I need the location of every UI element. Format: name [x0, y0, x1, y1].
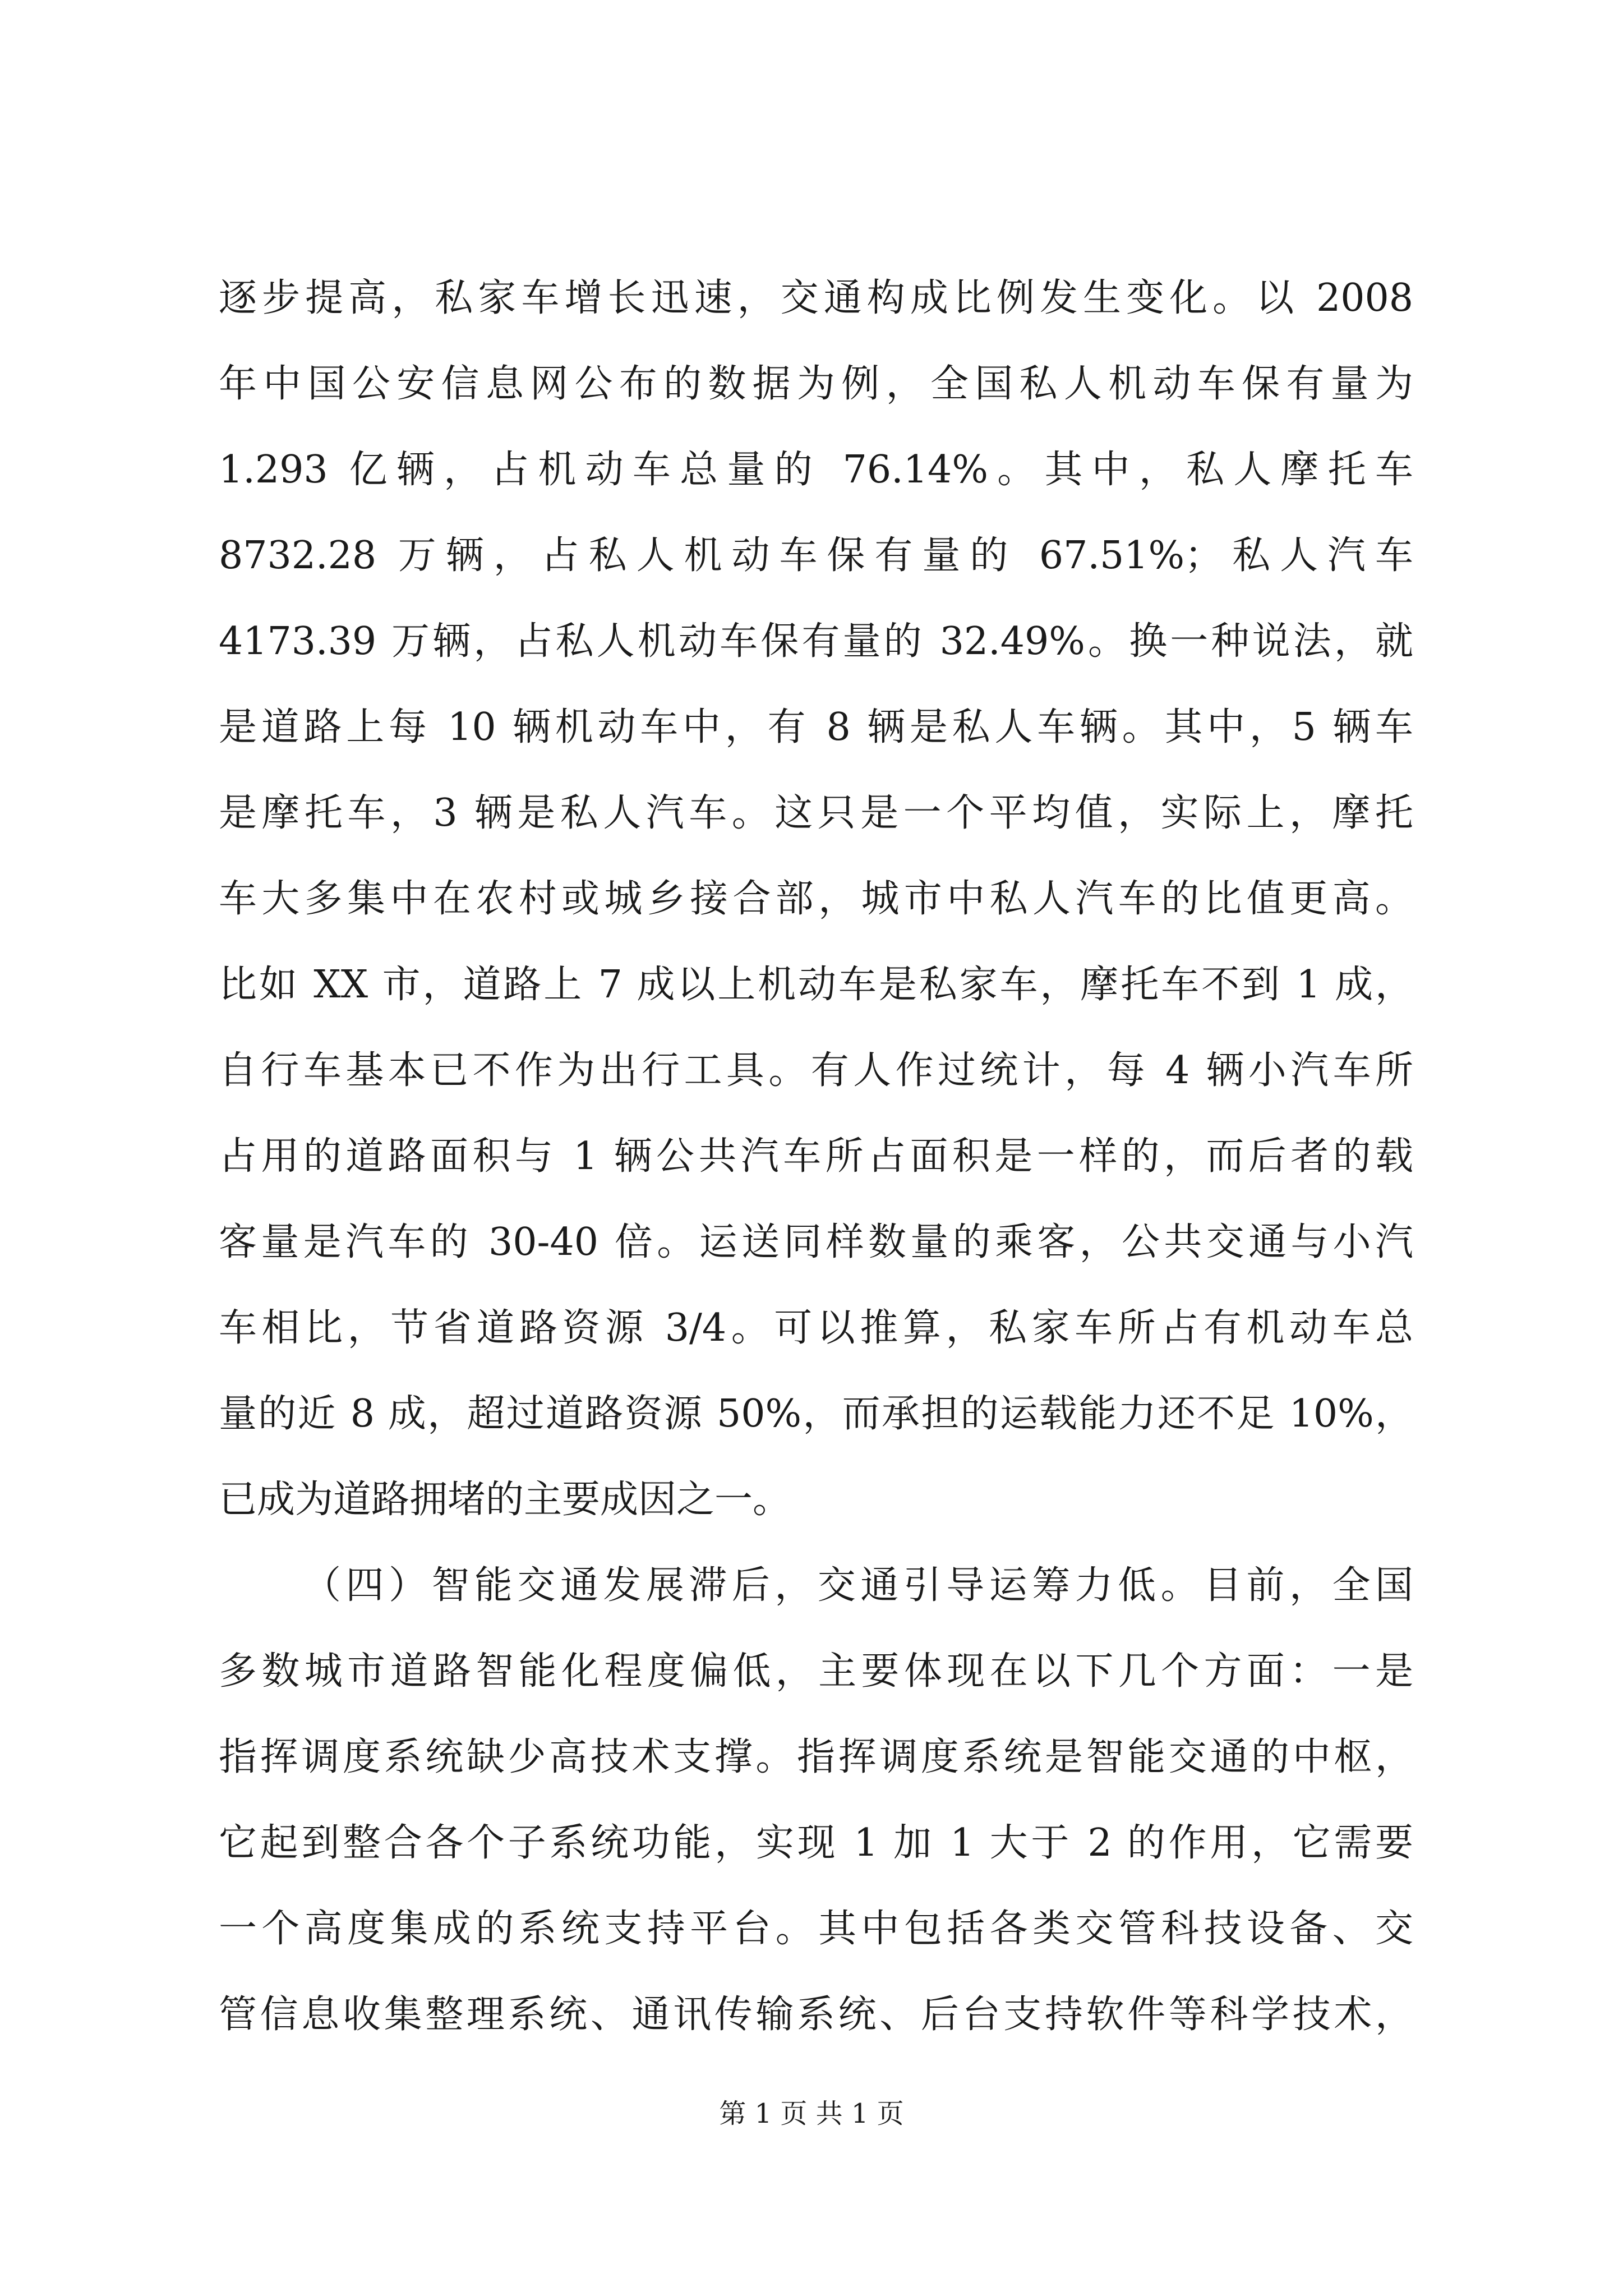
text-line: 自行车基本已不作为出行工具。有人作过统计，每 4 辆小汽车所: [219, 1048, 1413, 1093]
text-line: 是摩托车，3 辆是私人汽车。这只是一个平均值，实际上，摩托: [219, 791, 1413, 835]
text-line: 量的近 8 成，超过道路资源 50%，而承担的运载能力还不足 10%，: [219, 1392, 1413, 1436]
text-line: 1.293 亿辆，占机动车总量的 76.14%。其中，私人摩托车: [219, 448, 1413, 492]
text-line: 客量是汽车的 30-40 倍。运送同样数量的乘客，公共交通与小汽: [219, 1220, 1413, 1264]
text-line: （四）智能交通发展滞后，交通引导运筹力低。目前，全国: [303, 1563, 1413, 1608]
page-footer: [0, 2097, 1623, 2131]
text-line: 多数城市道路智能化程度偏低，主要体现在以下几个方面：一是: [219, 1649, 1413, 1694]
page-number: 第 1 页 共 1 页: [719, 2098, 904, 2129]
text-line: 管信息收集整理系统、通讯传输系统、后台支持软件等科学技术，: [219, 1993, 1413, 2037]
document-body: [219, 255, 1413, 2058]
text-line: 是道路上每 10 辆机动车中，有 8 辆是私人车辆。其中，5 辆车: [219, 705, 1413, 749]
paragraph-1: [219, 255, 1413, 1543]
text-line: 车大多集中在农村或城乡接合部，城市中私人汽车的比值更高。: [219, 877, 1413, 921]
text-line: 它起到整合各个子系统功能，实现 1 加 1 大于 2 的作用，它需要: [219, 1821, 1413, 1865]
paragraph-2: [219, 1543, 1413, 2058]
text-line: 一个高度集成的系统支持平台。其中包括各类交管科技设备、交: [219, 1907, 1413, 1951]
text-line: 占用的道路面积与 1 辆公共汽车所占面积是一样的，而后者的载: [219, 1134, 1413, 1179]
text-line: 4173.39 万辆，占私人机动车保有量的 32.49%。换一种说法，就: [219, 619, 1413, 664]
text-line: 年中国公安信息网公布的数据为例，全国私人机动车保有量为: [219, 362, 1413, 406]
text-line: 8732.28 万辆，占私人机动车保有量的 67.51%；私人汽车: [219, 533, 1413, 578]
text-line: 比如 XX 市，道路上 7 成以上机动车是私家车，摩托车不到 1 成，: [219, 963, 1413, 1007]
text-line: 指挥调度系统缺少高技术支撑。指挥调度系统是智能交通的中枢，: [219, 1735, 1413, 1779]
text-line: 已成为道路拥堵的主要成因之一。: [219, 1478, 791, 1522]
text-line: 逐步提高，私家车增长迅速，交通构成比例发生变化。以 2008: [219, 276, 1413, 320]
text-line: 车相比，节省道路资源 3/4。可以推算，私家车所占有机动车总: [219, 1306, 1413, 1350]
